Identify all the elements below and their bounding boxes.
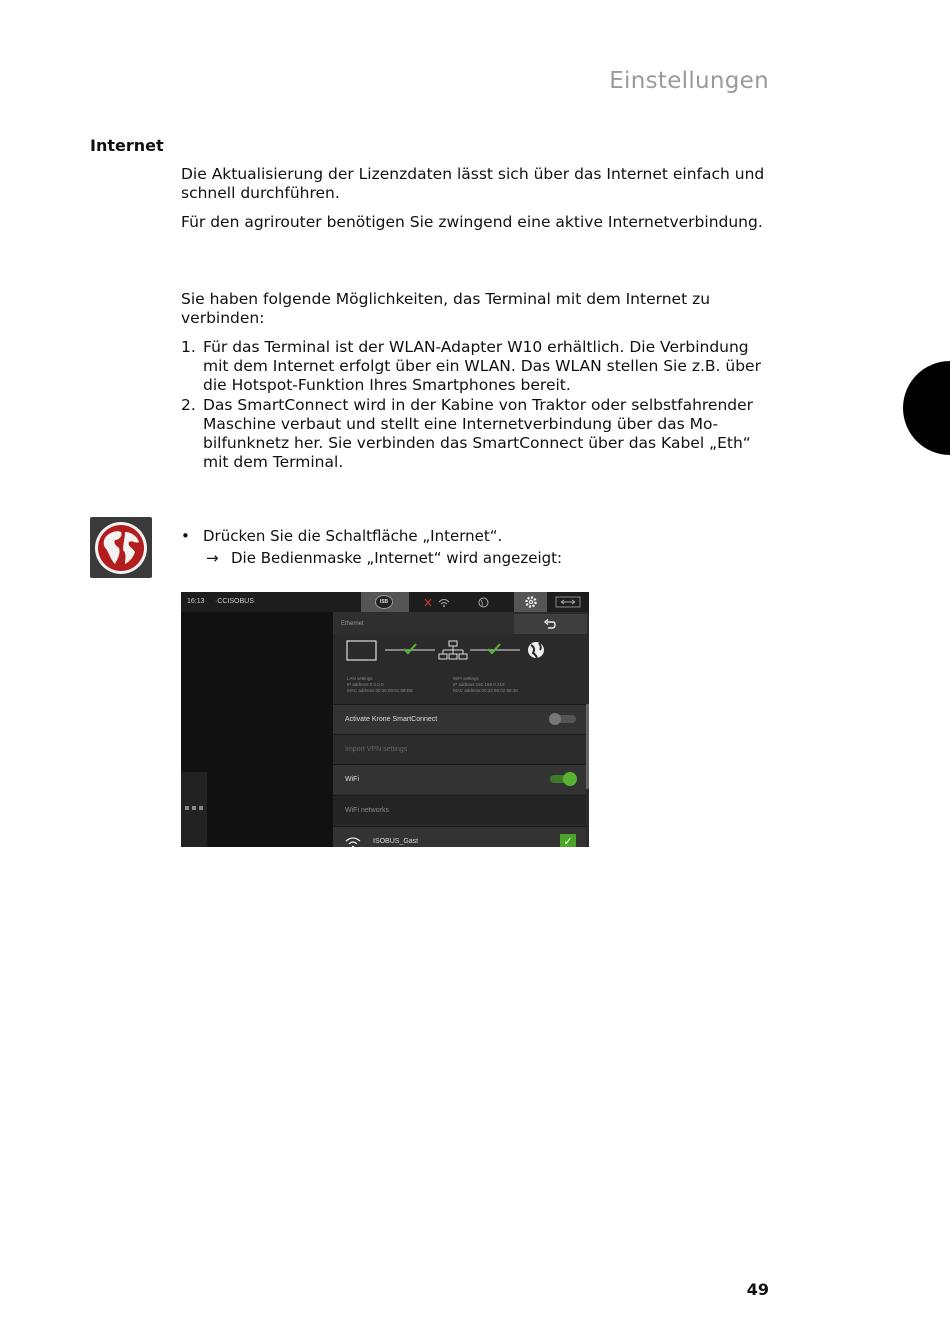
wifi-icon bbox=[439, 600, 449, 608]
paragraph-license-update: Die Aktualisierung der Lizenzdaten lässt sich über das Internet einfach und schnell durchführen. bbox=[181, 165, 765, 203]
terminal-screenshot bbox=[181, 592, 589, 847]
smartconnect-toggle[interactable] bbox=[550, 715, 576, 723]
back-arrow-icon bbox=[544, 619, 556, 629]
terminal-time: 16:13 bbox=[187, 598, 205, 605]
bullet: • bbox=[181, 527, 190, 545]
list-item-text: Das SmartConnect wird in der Kabine von Traktor oder selbstfahrender Maschine verbaut und stellt eine Internetverbindung über das Mobilfunknetz her. Sie verbinden das SmartConnect über das Kabel „Eth“ mit dem Terminal. bbox=[203, 395, 754, 472]
connection-diagram bbox=[333, 634, 589, 704]
instruction-step-text: Drücken Sie die Schaltfläche „Internet“. bbox=[203, 527, 503, 545]
list-item-number: 1. bbox=[181, 338, 196, 356]
wifi-settings-label: WiFi settings bbox=[453, 676, 479, 681]
panel-handle[interactable] bbox=[181, 772, 207, 847]
isb-button[interactable]: ISB bbox=[375, 595, 393, 609]
list-item bbox=[181, 396, 776, 473]
lan-info bbox=[347, 676, 413, 694]
internet-globe-icon bbox=[90, 517, 152, 578]
wifi-networks-label: WiFi networks bbox=[345, 807, 389, 814]
terminal-device-icon bbox=[347, 641, 376, 660]
lan-settings-label: LAN settings bbox=[347, 676, 373, 681]
wifi-ip: IP address:192.168.0.219 bbox=[453, 682, 505, 687]
globe-small-icon bbox=[478, 597, 489, 608]
wifi-network-item[interactable] bbox=[333, 826, 586, 847]
fan-icon bbox=[425, 599, 431, 606]
list-item-number: 2. bbox=[181, 395, 196, 414]
gear-icon bbox=[524, 595, 538, 609]
scrollbar[interactable] bbox=[586, 704, 589, 789]
wifi-info bbox=[453, 676, 518, 694]
section-heading: Internet bbox=[90, 136, 164, 155]
list-item bbox=[181, 338, 776, 396]
connection-diagram-graphic bbox=[333, 634, 589, 674]
wifi-networks-section bbox=[333, 795, 586, 825]
wifi-row[interactable] bbox=[333, 764, 586, 794]
wifi-mac: MAC address:00:22:88:02:98:48 bbox=[453, 688, 518, 693]
list-item-text: Für das Terminal ist der WLAN-Adapter W10 erhältlich. Die Verbindung mit dem Internet erfolgt über ein WLAN. Das WLAN stellen Sie z.B. über die Hotspot-Funktion Ihres Smartphones bereit. bbox=[203, 338, 761, 395]
page-number: 49 bbox=[746, 1280, 769, 1299]
wifi-network-name: ISOBUS_Gast bbox=[373, 838, 419, 845]
smartconnect-label: Activate Krone SmartConnect bbox=[345, 716, 438, 723]
instruction-step bbox=[181, 527, 502, 545]
lan-ip: IP address:0.0.0.0 bbox=[347, 682, 384, 687]
vpn-label: Import VPN settings bbox=[345, 746, 408, 753]
paragraph-agrirouter: Für den agrirouter benötigen Sie zwingend eine aktive Internetverbindung. bbox=[181, 213, 763, 231]
status-icons bbox=[423, 597, 463, 608]
connection-options-list bbox=[181, 338, 776, 472]
vpn-row bbox=[333, 734, 586, 764]
wifi-toggle[interactable] bbox=[550, 775, 576, 783]
swap-screen-icon[interactable] bbox=[555, 596, 581, 608]
smartconnect-row[interactable] bbox=[333, 704, 586, 734]
instruction-result bbox=[206, 549, 562, 567]
lan-mac: MAC address:00:26:00:81:88:BB bbox=[347, 688, 413, 693]
network-icon bbox=[439, 641, 467, 659]
instruction-result-text: Die Bedienmaske „Internet“ wird angezeigt: bbox=[231, 549, 563, 567]
ethernet-header-label: Ethernet bbox=[341, 621, 364, 627]
internet-globe-small-icon bbox=[528, 642, 544, 658]
page-header-title: Einstellungen bbox=[609, 68, 769, 94]
terminal-app-name: ·CCISOBUS bbox=[215, 598, 254, 605]
network-selected-check-icon[interactable]: ✓ bbox=[560, 834, 576, 847]
wifi-label: WiFi bbox=[345, 776, 359, 783]
menu-dots-icon bbox=[185, 805, 203, 811]
back-button[interactable] bbox=[514, 614, 587, 634]
wifi-signal-icon bbox=[345, 836, 361, 847]
result-arrow-icon: → bbox=[206, 549, 219, 567]
link-check-wifi bbox=[470, 644, 520, 653]
paragraph-options-intro: Sie haben folgende Möglichkeiten, das Terminal mit dem Internet zu verbinden: bbox=[181, 290, 711, 328]
chapter-tab-marker bbox=[903, 361, 950, 455]
link-check-lan bbox=[385, 644, 435, 653]
